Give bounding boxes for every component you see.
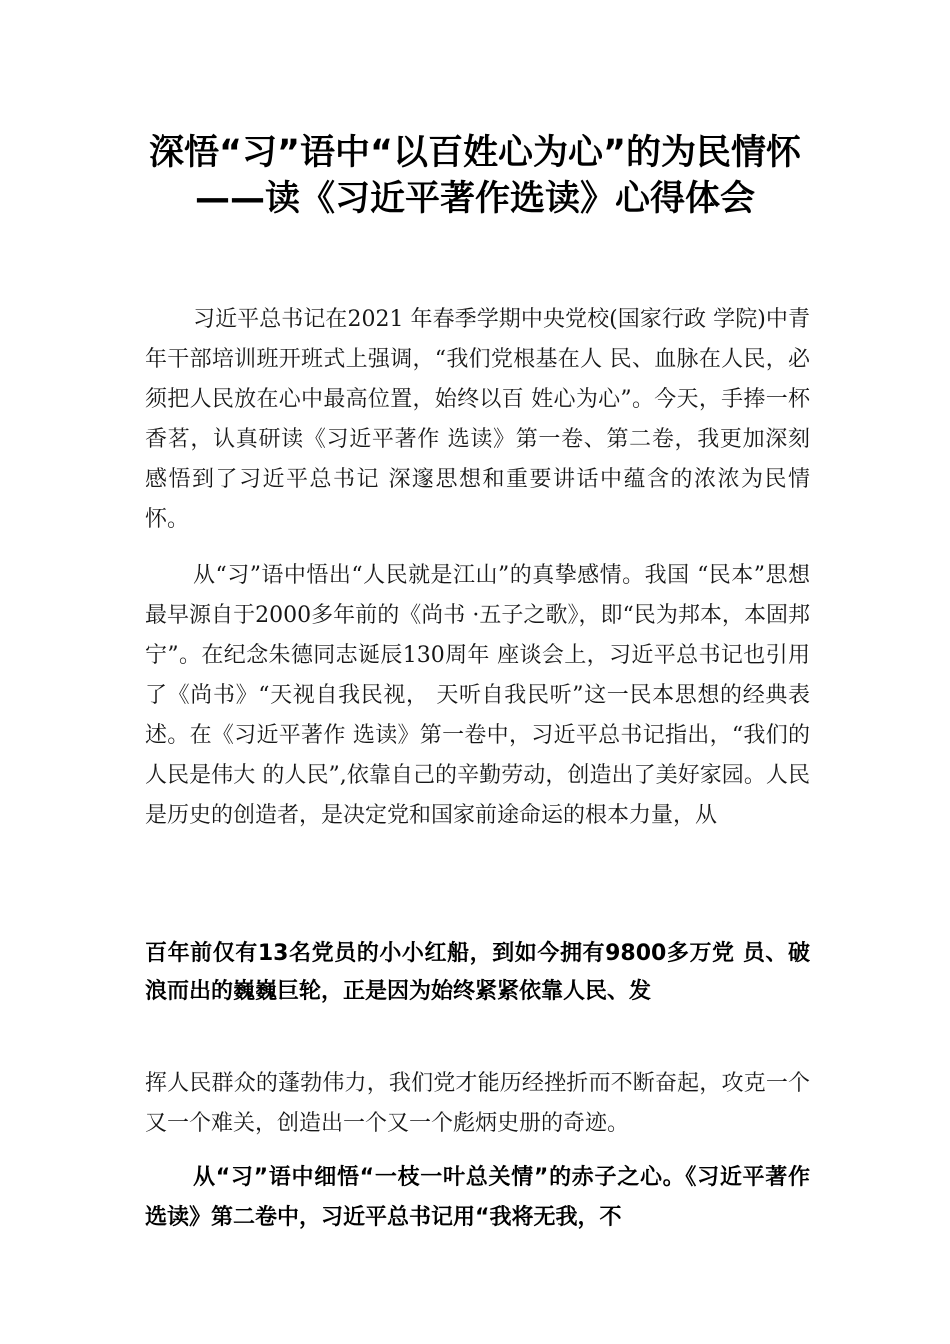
paragraph-people-are-country: 从“习”语中悟出“人民就是江山”的真挚感情。我国 “民本”思想最早源自于2000多年前的《尚书 ·五子之歌》，即“民为邦本，本固邦宁”。在纪念朱德同志诞辰130周年 座谈会上，习近平总书记也引用了《尚书》“天视自我民视， 天听自我民听”这一民本思想的经典表述。在《习近平著作 选读》第一卷中，习近平总书记指出，“我们的人民是伟大 的人民”,依靠自己的辛勤劳动，创造出了美好家园。人民 是历史的创造者，是决定党和国家前途命运的根本力量，从 [145,563,810,828]
paragraph-miracles: 挥人民群众的蓬勃伟力，我们党才能历经挫折而不断奋起，攻克一个又一个难关，创造出一个又一个彪炳史册的奇迹。 [145,1071,810,1136]
paragraph-intro: 习近平总书记在2021 年春季学期中央党校(国家行政 学院)中青年干部培训班开班式上强调，“我们党根基在人 民、血脉在人民，必须把人民放在心中最高位置，始终以百 姓心为心”。今天，手捧一杯香茗，认真研读《习近平著作 选读》第一卷、第二卷，我更加深刻感悟到了习近平总书记 深邃思想和重要讲话中蕴含的浓浓为民情怀。 [145,307,810,532]
document-title: 深悟“习”语中“以百姓心为心”的为民情怀——读《习近平著作选读》心得体会 [148,133,801,219]
paragraph-red-boat: 百年前仅有13名党员的小小红船，到如今拥有9800多万党 员、破浪而出的巍巍巨轮，正是因为始终紧紧依靠人民、发 [145,941,810,1004]
paragraph-devotion: 从“习”语中细悟“一枝一叶总关情”的赤子之心。《习近平著作选读》第二卷中，习近平总书记用“我将无我，不 [145,1165,810,1230]
